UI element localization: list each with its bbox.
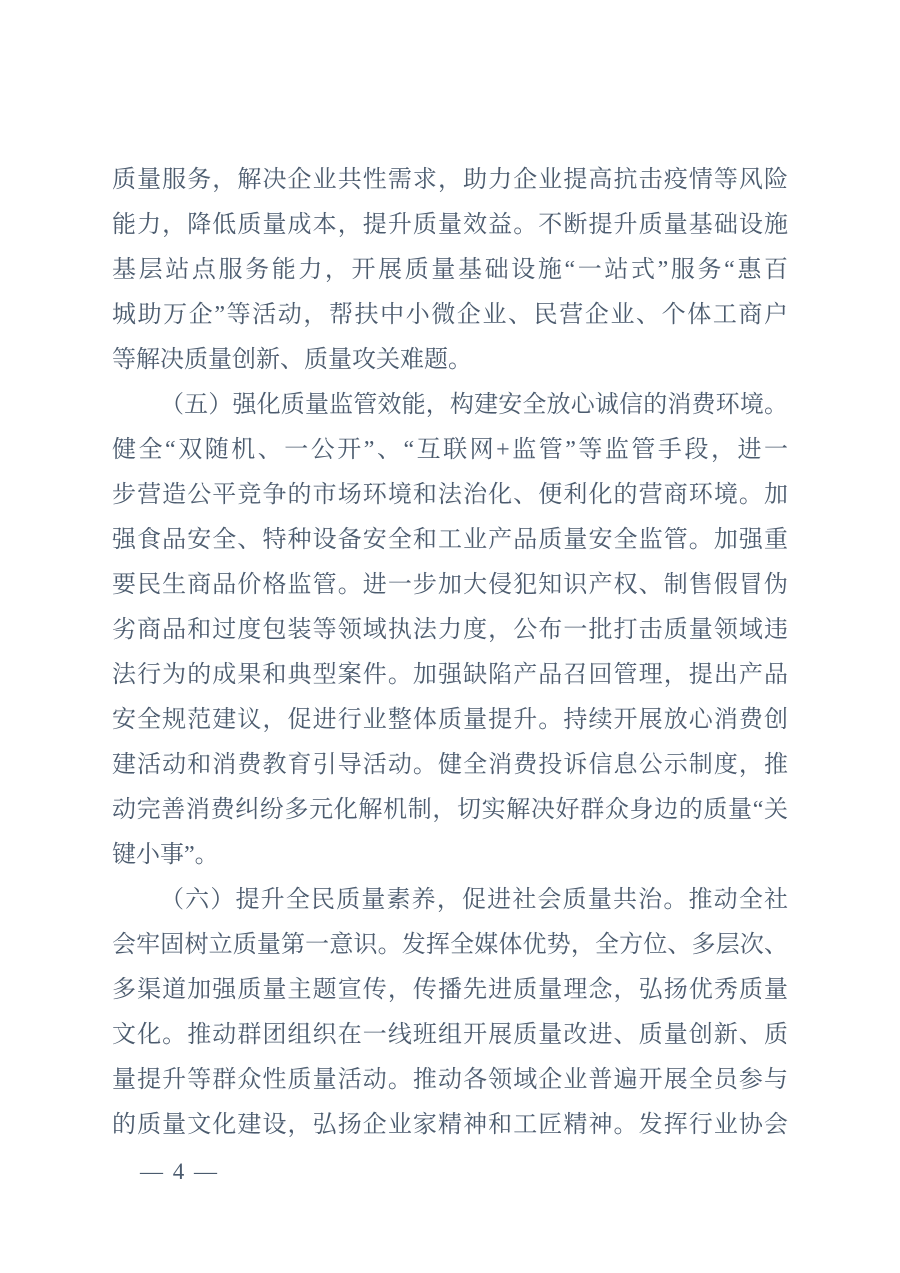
text-line: 的质量文化建设，弘扬企业家精神和工匠精神。发挥行业协会 — [112, 1112, 788, 1138]
text-line: 建活动和消费教育引导活动。健全消费投诉信息公示制度，推 — [112, 752, 788, 778]
text-line: 要民生商品价格监管。进一步加大侵犯知识产权、制售假冒伪 — [112, 572, 788, 598]
text-line: 文化。推动群团组织在一线班组开展质量改进、质量创新、质 — [112, 1022, 788, 1048]
text-line: 动完善消费纠纷多元化解机制，切实解决好群众身边的质量“关 — [112, 797, 788, 823]
text-line: 多渠道加强质量主题宣传，传播先进质量理念，弘扬优秀质量 — [112, 977, 788, 1003]
text-line: 强食品安全、特种设备安全和工业产品质量安全监管。加强重 — [112, 527, 788, 553]
text-line: （六）提升全民质量素养，促进社会质量共治。推动全社 — [160, 887, 788, 913]
text-line: 步营造公平竞争的市场环境和法治化、便利化的营商环境。加 — [112, 482, 788, 508]
text-line: 质量服务，解决企业共性需求，助力企业提高抗击疫情等风险 — [112, 167, 788, 193]
page-number-footer: — 4 — — [140, 1159, 219, 1184]
text-line: 法行为的成果和典型案件。加强缺陷产品召回管理，提出产品 — [112, 662, 788, 688]
text-line: （五）强化质量监管效能，构建安全放心诚信的消费环境。 — [160, 392, 788, 418]
text-line: 城助万企”等活动，帮扶中小微企业、民营企业、个体工商户 — [112, 302, 788, 328]
text-line: 安全规范建议，促进行业整体质量提升。持续开展放心消费创 — [112, 707, 788, 733]
text-line: 能力，降低质量成本，提升质量效益。不断提升质量基础设施 — [112, 212, 788, 238]
document-body — [112, 158, 788, 1148]
text-line: 键小事”。 — [112, 842, 219, 868]
text-line: 健全“双随机、一公开”、“互联网+监管”等监管手段，进一 — [112, 437, 788, 463]
text-line: 劣商品和过度包装等领域执法力度，公布一批打击质量领域违 — [112, 617, 788, 643]
text-line: 会牢固树立质量第一意识。发挥全媒体优势，全方位、多层次、 — [112, 932, 788, 958]
text-line: 基层站点服务能力，开展质量基础设施“一站式”服务“惠百 — [112, 257, 788, 283]
text-line: 等解决质量创新、质量攻关难题。 — [112, 347, 472, 373]
text-line: 量提升等群众性质量活动。推动各领域企业普遍开展全员参与 — [112, 1067, 788, 1093]
